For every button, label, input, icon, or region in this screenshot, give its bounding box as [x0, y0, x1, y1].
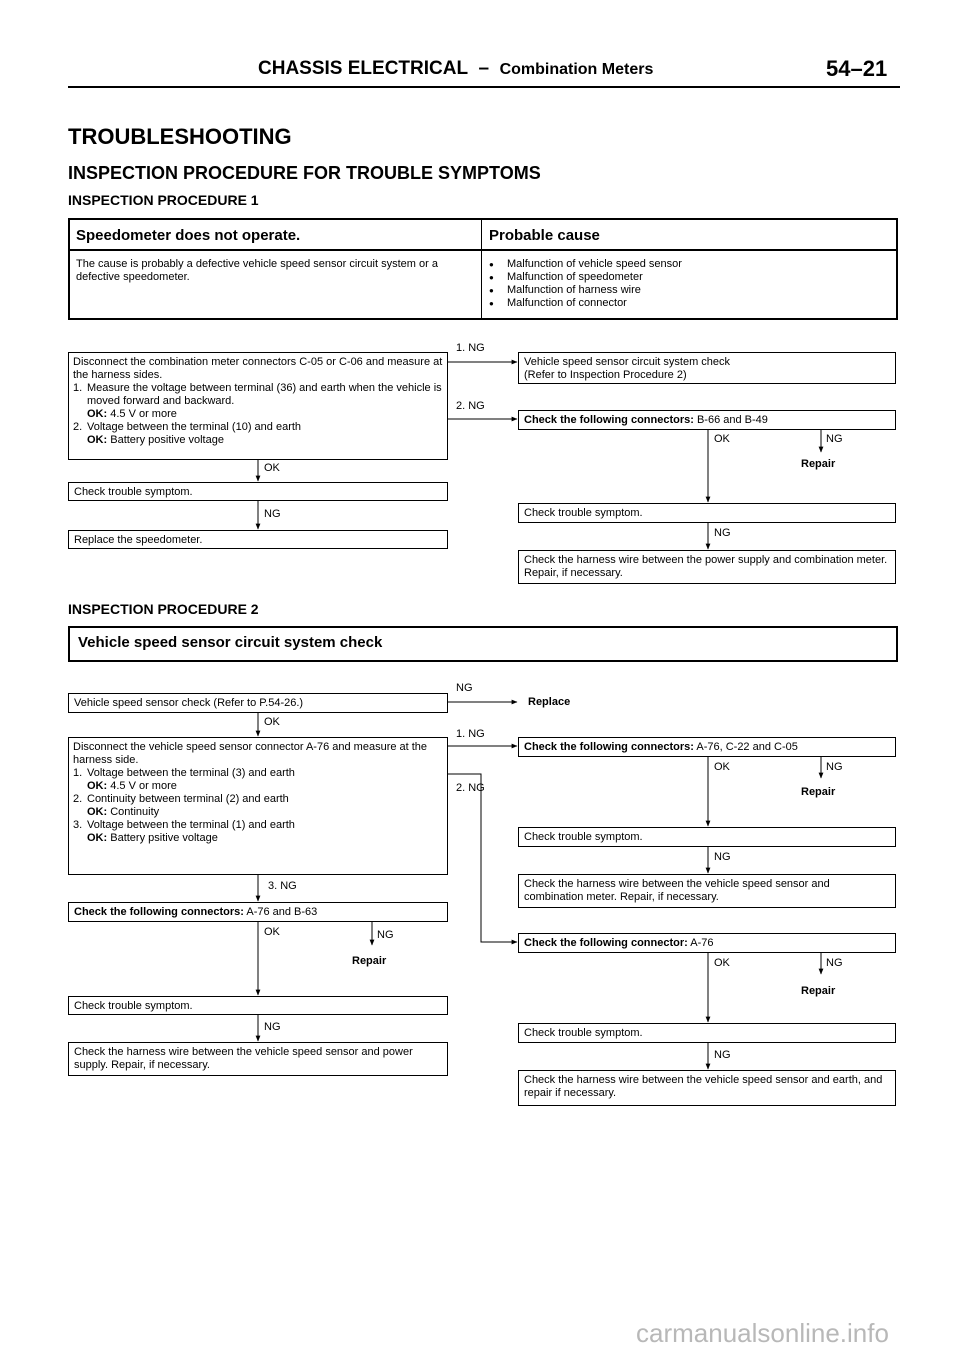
- p2-l-check-symptom-text: Check trouble symptom.: [74, 1000, 193, 1012]
- p2-l-repair: Repair: [352, 955, 387, 967]
- p1-ng-right: NG: [826, 433, 843, 445]
- p2-item1-num: 1.: [73, 767, 83, 779]
- p2-vss-check-box: [68, 693, 448, 713]
- p1-step-intro: Disconnect the combination meter connectors C-05 or C-06 and measure at the harness sides.: [73, 356, 443, 381]
- p1-item1-num: 1.: [73, 382, 83, 394]
- symptom-title: Speedometer does not operate.: [76, 227, 301, 244]
- p2-r1-check-symptom-text: Check trouble symptom.: [524, 831, 643, 843]
- p1-ok-left: OK: [264, 462, 280, 474]
- p1-repair: Repair: [801, 458, 836, 470]
- p1-ok-right: OK: [714, 433, 730, 445]
- p2-r2-ok: OK: [714, 957, 730, 969]
- symptom-description: The cause is probably a defective vehicle speed sensor circuit system or a defective speedometer.: [76, 258, 438, 283]
- p2-item2-ok: Continuity: [110, 806, 160, 818]
- p2-item3-text: Voltage between the terminal (1) and earth: [87, 819, 295, 831]
- p2-l-ng2: NG: [264, 1021, 281, 1033]
- p1-item1-ok-label: OK:: [87, 408, 108, 420]
- p2-r2-connector-check-box: [518, 933, 896, 953]
- p2-item2-text: Continuity between terminal (2) and earth: [87, 793, 289, 805]
- p1-item2-num: 2.: [73, 421, 83, 433]
- cause-item: ● Malfunction of vehicle speed sensor: [489, 258, 889, 271]
- p2-item2-num: 2.: [73, 793, 83, 805]
- p1-check-symptom-left: [68, 482, 448, 501]
- p2-item1-ok: 4.5 V or more: [110, 780, 177, 792]
- p1-connector-check-box: [518, 410, 896, 430]
- p2-branch-1ng: 1. NG: [456, 728, 485, 740]
- p2-r1-check-symptom: [518, 827, 896, 847]
- p2-item3-ok-label: OK:: [87, 832, 108, 844]
- p1-item2-text: Voltage between the terminal (10) and earth: [87, 421, 302, 433]
- p2-r1-ng: NG: [826, 761, 843, 773]
- p2-item1-ok-label: OK:: [87, 780, 108, 792]
- p2-r1-repair: Repair: [801, 786, 836, 798]
- p1-main-step: [68, 352, 448, 460]
- cause-title: Probable cause: [489, 227, 600, 244]
- header-title-rest: Combination Meters: [499, 61, 654, 78]
- p2-r1-conn-bold: Check the following connectors:: [524, 741, 694, 753]
- p2-item3-num: 3.: [73, 819, 83, 831]
- p2-l-ng: NG: [377, 929, 394, 941]
- p2-r2-check-symptom: [518, 1023, 896, 1043]
- p1-vss-check-line1: Vehicle speed sensor circuit system check: [524, 356, 731, 368]
- header-title-dash: –: [478, 58, 490, 79]
- p2-branch-2ng: 2. NG: [456, 782, 485, 794]
- p2-item1-text: Voltage between the terminal (3) and earth: [87, 767, 295, 779]
- p2-l-harness-box: [68, 1042, 448, 1076]
- cause-item: ● Malfunction of speedometer: [489, 271, 889, 284]
- p2-r1-connector-check-box: [518, 737, 896, 757]
- p1-vss-check-box: [518, 352, 896, 384]
- proc2-title-box: [68, 626, 898, 662]
- p1-step-item1: [73, 382, 443, 408]
- p2-l-ok: OK: [264, 926, 280, 938]
- p2-r2-repair: Repair: [801, 985, 836, 997]
- p2-ng-top: NG: [456, 682, 473, 694]
- p1-replace-speedometer-box: [68, 530, 448, 549]
- header-title-bold: CHASSIS ELECTRICAL: [258, 58, 469, 79]
- p1-check-symptom-left-text: Check trouble symptom.: [74, 486, 193, 498]
- p2-l-conn-bold: Check the following connectors:: [74, 906, 244, 918]
- p1-conn-check-bold: Check the following connectors:: [524, 414, 694, 426]
- procedure-1-heading: INSPECTION PROCEDURE 1: [68, 192, 259, 208]
- main-heading: TROUBLESHOOTING: [68, 124, 292, 149]
- p2-path-2ng: [447, 774, 517, 942]
- p2-r1-conn-rest: A-76, C-22 and C-05: [696, 741, 798, 753]
- p2-branch-3ng: 3. NG: [268, 880, 297, 892]
- p1-branch-2ng: 2. NG: [456, 400, 485, 412]
- p1-vss-check-line2: (Refer to Inspection Procedure 2): [524, 369, 687, 381]
- p2-step-intro: Disconnect the vehicle speed sensor connector A-76 and measure at the harness side.: [73, 741, 428, 766]
- p1-item1-ok: 4.5 V or more: [110, 408, 177, 420]
- p2-r2-conn-rest: A-76: [690, 937, 714, 949]
- p1-harness-check-text: Check the harness wire between the power supply and combination meter. Repair, if necessary.: [524, 554, 888, 579]
- p2-r1-ok: OK: [714, 761, 730, 773]
- procedure-2-heading: INSPECTION PROCEDURE 2: [68, 601, 259, 617]
- p2-step-item1: [73, 767, 443, 780]
- p1-replace-speedometer-text: Replace the speedometer.: [74, 534, 203, 546]
- p1-branch-1ng: 1. NG: [456, 342, 485, 354]
- p1-conn-check-rest: B-66 and B-49: [696, 414, 768, 426]
- p2-main-step: [68, 737, 448, 875]
- p1-ng-left: NG: [264, 508, 281, 520]
- p2-r2-ng: NG: [826, 957, 843, 969]
- p2-l-harness-text: Check the harness wire between the vehicle speed sensor and power supply. Repair, if necessary.: [74, 1046, 413, 1071]
- p1-harness-check-box: [518, 550, 896, 584]
- p1-item2-ok-label: OK:: [87, 434, 108, 446]
- p2-item2-ok-label: OK:: [87, 806, 108, 818]
- p2-replace: Replace: [528, 696, 571, 708]
- cause-item: ● Malfunction of harness wire: [489, 284, 889, 297]
- p2-r2-harness-box: [518, 1070, 896, 1106]
- p1-step-item2: [73, 421, 443, 434]
- p2-vss-check-text: Vehicle speed sensor check (Refer to P.54-26.): [74, 697, 304, 709]
- p1-check-symptom-right: [518, 503, 896, 523]
- p1-item2-ok: Battery positive voltage: [110, 434, 224, 446]
- p2-ok-top: OK: [264, 716, 280, 728]
- p2-item3-ok: Battery psitive voltage: [110, 832, 218, 844]
- p2-r1-harness-box: [518, 874, 896, 908]
- p2-step-item2: [73, 793, 443, 806]
- p2-l-check-symptom: [68, 996, 448, 1015]
- p2-r2-check-symptom-text: Check trouble symptom.: [524, 1027, 643, 1039]
- sub-heading: INSPECTION PROCEDURE FOR TROUBLE SYMPTOMS: [68, 163, 541, 183]
- page-number: 54–21: [826, 56, 888, 81]
- p1-ng-right-2: NG: [714, 527, 731, 539]
- p1-item1-text: Measure the voltage between terminal (36) and earth when the vehicle is moved forward and backward.: [87, 382, 442, 407]
- p2-r2-harness-text: Check the harness wire between the vehicle speed sensor and earth, and repair if necessary.: [524, 1074, 883, 1099]
- p2-l-connector-check-box: [68, 902, 448, 922]
- p2-r1-ng2: NG: [714, 851, 731, 863]
- proc2-title: Vehicle speed sensor circuit system check: [78, 634, 383, 651]
- watermark: carmanualsonline.info: [636, 1318, 889, 1348]
- p2-r2-ng2: NG: [714, 1049, 731, 1061]
- p2-step-item3: [73, 819, 443, 832]
- p2-l-conn-rest: A-76 and B-63: [246, 906, 318, 918]
- p2-r2-conn-bold: Check the following connector:: [524, 937, 688, 949]
- p2-r1-harness-text: Check the harness wire between the vehicle speed sensor and combination meter. Repair, if necessary.: [524, 878, 830, 903]
- p1-check-symptom-right-text: Check trouble symptom.: [524, 507, 643, 519]
- cause-item: ● Malfunction of connector: [489, 297, 889, 310]
